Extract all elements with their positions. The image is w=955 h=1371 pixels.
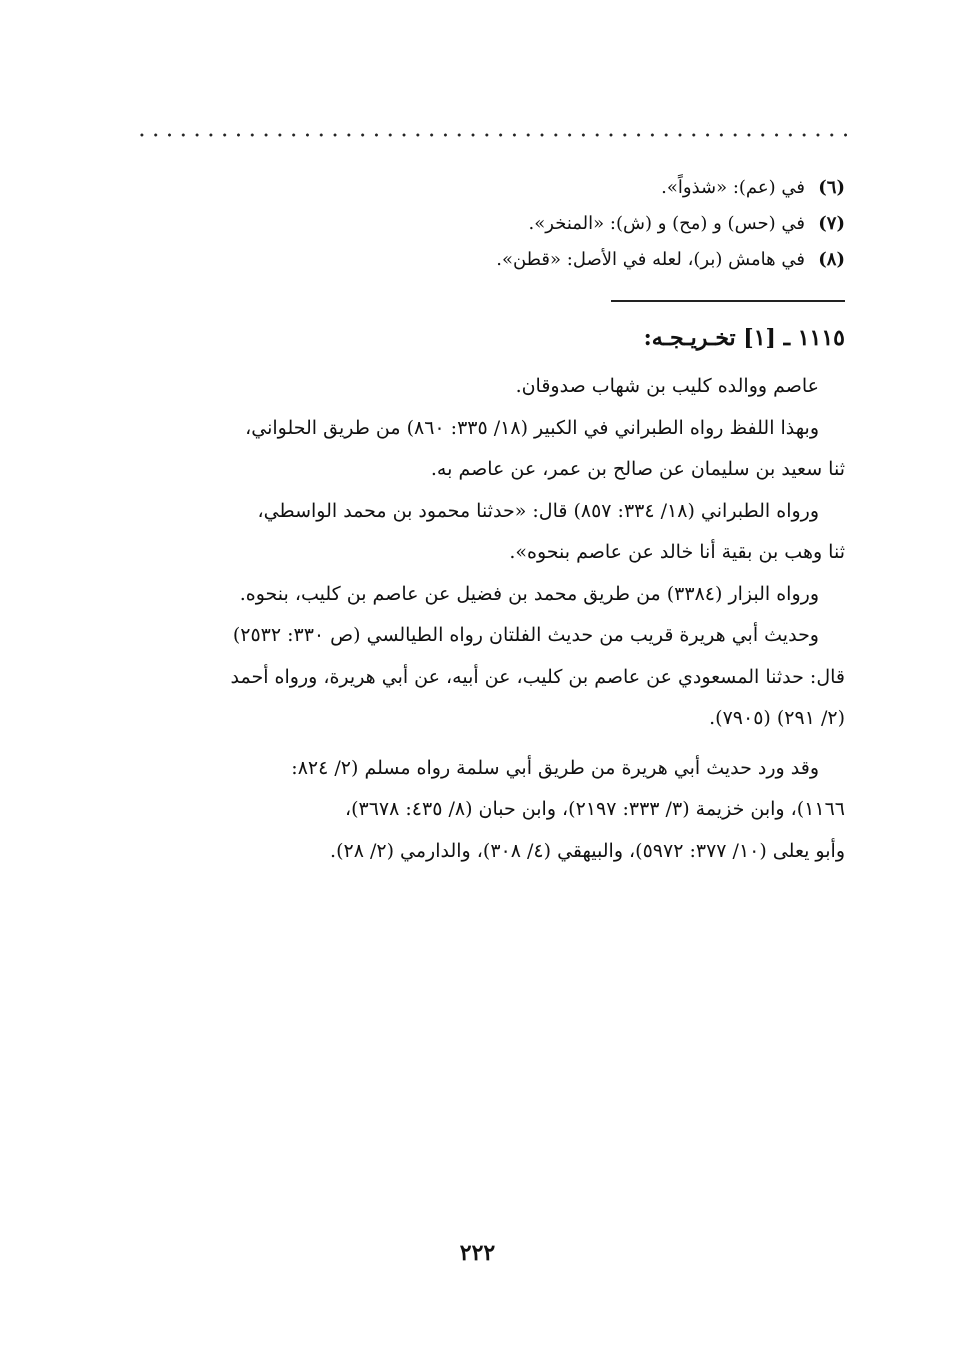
page-number: ٢٢٢	[459, 1240, 496, 1266]
text-line: وأبو يعلى (١٠/ ٣٧٧: ٥٩٧٢)، والبيهقي (٤/ ٣٠٨)، والدارمي (٢/ ٢٨).	[330, 839, 845, 862]
footnote-text: في (حس) و (مح) و (ش): «المنخر».	[528, 213, 805, 234]
paragraph	[129, 574, 845, 616]
text-line: ثنا سعيد بن سليمان عن صالح بن عمر، عن عاصم به.	[430, 458, 845, 480]
text-line: ١١٦٦)، وابن خزيمة (٣/ ٣٣٣: ٢١٩٧)، وابن حبان (٨/ ٤٣٥: ٣٦٧٨)،	[344, 798, 845, 820]
footnote	[133, 242, 845, 278]
text-line: وبهذا اللفظ رواه الطبراني في الكبير (١٨/ ٣٣٥: ٨٦٠) من طريق الحلواني،	[245, 416, 819, 439]
paragraph	[129, 408, 845, 491]
text-line: (٢/ ٢٩١) (٧٩٠٥).	[709, 707, 845, 729]
text-line: عاصم ووالده كليب بن شهاب صدوقان.	[515, 375, 819, 397]
text-line: قال: حدثنا المسعودي عن عاصم بن كليب، عن أبيه، عن أبي هريرة، ورواه أحمد	[230, 665, 845, 688]
text-line: ورواه الطبراني (١٨/ ٣٣٤: ٨٥٧) قال: «حدثنا محمود بن محمد الواسطي،	[257, 499, 819, 522]
footnotes-list	[133, 170, 845, 278]
text-line: وقد ورد حديث أبي هريرة من طريق أبي سلمة رواه مسلم (٢/ ٨٢٤:	[291, 756, 819, 779]
footnote-text: في هامش (بر)، لعله في الأصل: «قطن».	[496, 249, 805, 270]
takhrij-body	[129, 366, 845, 872]
text-line: ثنا وهب بن بقية أنا خالد عن عاصم بنحوه».	[509, 541, 845, 563]
paragraph	[129, 748, 845, 873]
section-heading: ١١١٥ ـ [١] تخـريـجـه:	[643, 325, 845, 351]
footnote-number: (٨)	[818, 249, 845, 270]
paragraph	[129, 491, 845, 574]
paragraph	[129, 366, 845, 408]
footnote-number: (٦)	[818, 177, 845, 198]
text-line: ورواه البزار (٣٣٨٤) من طريق محمد بن فضيل عن عاصم بن كليب، بنحوه.	[239, 582, 819, 605]
footnote-text: في (عم): «شذواً».	[661, 177, 805, 198]
footnote	[133, 170, 845, 206]
footnote-divider	[611, 300, 845, 302]
text-line: وحديث أبي هريرة قريب من حديث الفلتان رواه الطيالسي (ص ٣٣٠: ٢٥٣٢)	[232, 624, 819, 646]
footnote	[133, 206, 845, 242]
dotted-separator	[135, 133, 847, 137]
footnote-number: (٧)	[818, 213, 845, 234]
paragraph	[129, 615, 845, 740]
